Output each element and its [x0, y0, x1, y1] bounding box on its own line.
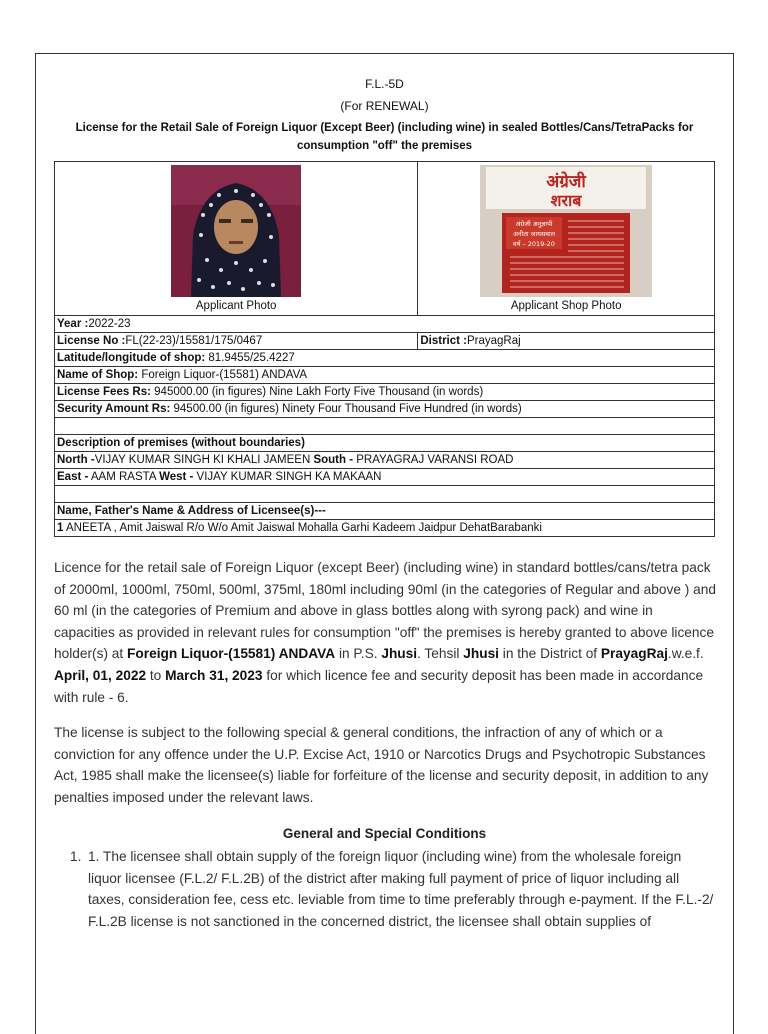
- license-fees-row: [55, 384, 715, 401]
- shop-name-bold: Foreign Liquor-(15581) ANDAVA: [127, 646, 336, 662]
- license-fees-label: License Fees Rs:: [57, 385, 151, 398]
- licensee-number: 1: [57, 521, 64, 534]
- start-date: April, 01, 2022: [54, 667, 147, 683]
- district-bold: PrayagRaj: [600, 646, 668, 662]
- security-amount-value: 94500.00 (in figures) Ninety Four Thousand Five Hundred (in words): [170, 402, 522, 415]
- grant-text: Licence for the retail sale of Foreign Liquor (except Beer) (including wine) in standard bottles/cans/tetra pack of 2000ml, 1000ml, 750ml, 500ml, 375ml, 180ml including 90ml (in the categories of Regular and above ) and 60 ml (in the categories of Premium and above in glass bottles along with syrong pack) and wine in capacities as provided in relevant rules for consumption "off" the premises is hereby granted to above licence holder(s) at: [54, 560, 716, 662]
- shop-name-row: [55, 367, 715, 384]
- year-label: Year :: [57, 317, 89, 330]
- year-value: 2022-23: [88, 317, 131, 330]
- conditions-intro-paragraph: The license is subject to the following special & general conditions, the infraction of any of which or a conviction for any offence under the U.P. Excise Act, 1910 or Narcotics Drugs and Psychotropic Substances Act, 1985 shall make the licensee(s) liable for forfeiture of the license and security deposit, in addition to any penalties imposed under the relevant laws.: [54, 725, 709, 805]
- north-label: North -: [57, 453, 95, 466]
- license-number-row: [55, 333, 715, 350]
- license-title-line2: consumption "off" the premises: [296, 140, 473, 152]
- tehsil: Jhusi: [463, 646, 499, 662]
- applicant-photo-caption: Applicant Photo: [195, 300, 277, 312]
- photos-row: [55, 162, 715, 316]
- renewal-label: (For RENEWAL): [340, 99, 429, 113]
- form-number: F.L.-5D: [365, 77, 404, 91]
- shop-sign-line2: शराब: [550, 191, 582, 210]
- east-west-row: [55, 469, 715, 486]
- license-title-line1: License for the Retail Sale of Foreign Liquor (Except Beer) (including wine) in sealed Bottles/Cans/TetraPacks for: [75, 122, 694, 134]
- police-station: Jhusi: [381, 646, 418, 662]
- north-south-row: [55, 452, 715, 469]
- north-value: VIJAY KUMAR SINGH KI KHALI JAMEEN: [94, 453, 314, 466]
- applicant-photo-cell: [55, 162, 418, 316]
- condition-number: 1.: [70, 849, 82, 864]
- security-amount-label: Security Amount Rs:: [57, 402, 171, 415]
- license-document: [35, 53, 734, 1034]
- east-value: AAM RASTA: [88, 470, 160, 483]
- south-value: PRAYAGRAJ VARANSI ROAD: [353, 453, 514, 466]
- condition-text: 1. The licensee shall obtain supply of the foreign liquor (including wine) from the wholesale foreign liquor licensee (F.L.2/ F.L.2B) of the district after making full payment of price of liquor including all taxes, consideration fee, cess etc. leviable from time to time preferably through e-payment. If the F.L.-2/ F.L.2B license is not sanctioned in the concerned district, the licensee shall obtain supplies of: [88, 849, 714, 929]
- latlong-label: Latitude/longitude of shop:: [57, 351, 206, 364]
- shop-name-label: Name of Shop:: [57, 368, 139, 381]
- condition-item: [70, 846, 714, 932]
- east-label: East -: [57, 470, 89, 483]
- blank-row: [55, 418, 715, 435]
- conditions-heading: General and Special Conditions: [282, 826, 487, 841]
- licensee-heading-row: [55, 503, 715, 520]
- south-label: South -: [313, 453, 354, 466]
- shop-photo: [480, 165, 652, 297]
- premises-heading: Description of premises (without boundaries): [57, 436, 305, 449]
- shop-photo-caption: Applicant Shop Photo: [510, 300, 622, 312]
- district-value: PrayagRaj: [467, 334, 521, 347]
- end-date: March 31, 2023: [165, 667, 263, 683]
- blank-row: [55, 486, 715, 503]
- shop-board-line3: वर्ष – 2019-20: [513, 240, 556, 248]
- grant-paragraph: [54, 557, 716, 708]
- shop-board-line1: अंग्रेजी अनुज्ञापी: [515, 220, 553, 228]
- licensee-row: [55, 520, 715, 537]
- license-number-label: License No :: [57, 334, 126, 347]
- grant-text: in P.S.: [335, 646, 382, 662]
- shop-photo-cell: [418, 162, 715, 316]
- licensee-heading: Name, Father's Name & Address of Licensee(s)---: [57, 504, 326, 517]
- year-row: [55, 316, 715, 333]
- grant-text: in the District of: [498, 646, 601, 662]
- shop-sign-line1: अंग्रेजी: [546, 172, 586, 192]
- conditions-list: [70, 846, 714, 932]
- grant-text: .w.e.f.: [667, 646, 704, 662]
- premises-heading-row: [55, 435, 715, 452]
- grant-text: for which licence fee and security deposit has been made in accordance with rule - 6.: [54, 667, 704, 705]
- license-fees-value: 945000.00 (in figures) Nine Lakh Forty Five Thousand (in words): [150, 385, 484, 398]
- license-details-table: [54, 161, 715, 537]
- security-amount-row: [55, 401, 715, 418]
- west-value: VIJAY KUMAR SINGH KA MAKAAN: [193, 470, 382, 483]
- grant-text: to: [146, 667, 166, 683]
- latlong-value: 81.9455/25.4227: [205, 351, 295, 364]
- applicant-photo: [171, 165, 301, 297]
- latlong-row: [55, 350, 715, 367]
- license-number-value: FL(22-23)/15581/175/0467: [125, 334, 263, 347]
- district-label: District :: [420, 334, 467, 347]
- west-label: West -: [159, 470, 194, 483]
- grant-text: . Tehsil: [417, 646, 464, 662]
- licensee-details: ANEETA , Amit Jaiswal R/o W/o Amit Jaiswal Mohalla Garhi Kadeem Jaidpur DehatBarabanki: [63, 521, 542, 534]
- shop-name-value: Foreign Liquor-(15581) ANDAVA: [138, 368, 308, 381]
- shop-board-line2: अनीता जायसवाल: [513, 230, 556, 238]
